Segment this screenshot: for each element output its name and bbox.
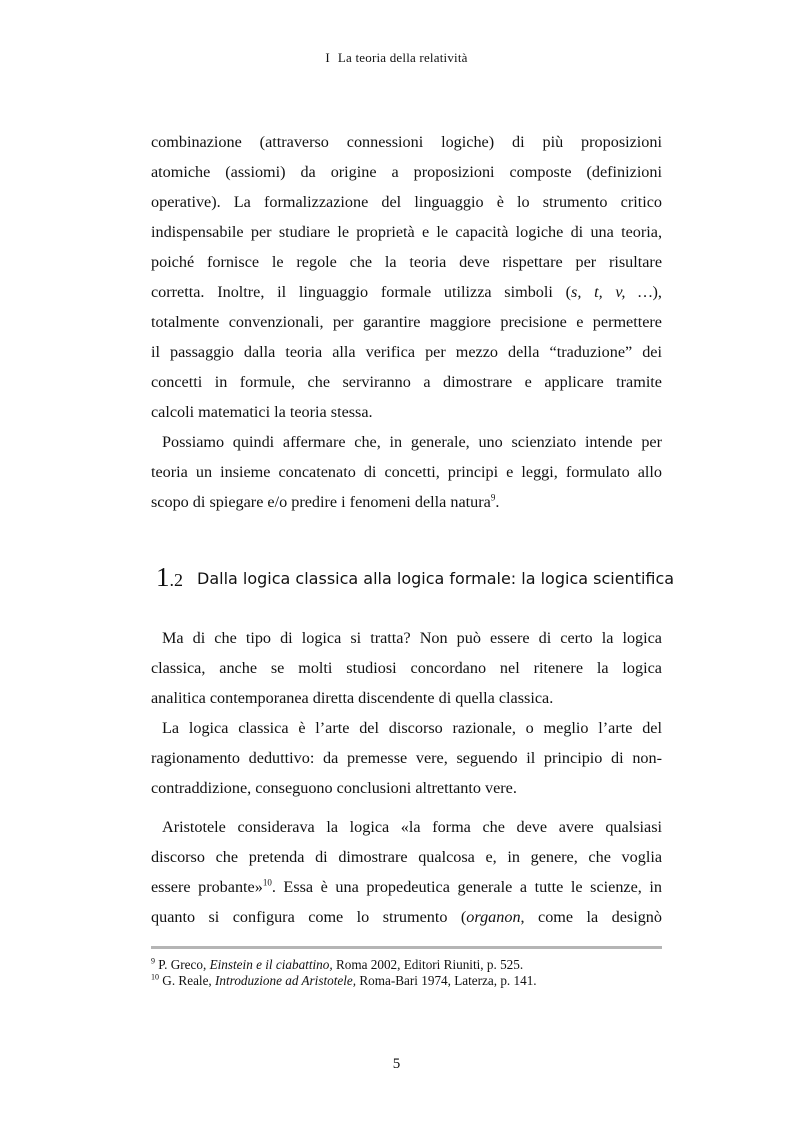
text-line: calcoli matematici la teoria stessa. [151, 403, 373, 421]
footnotes [151, 957, 662, 989]
italic-term: organon [466, 908, 521, 926]
text-line: classica, anche se molti studiosi concordano nel ritenere la logica [151, 659, 662, 677]
text-span: . [495, 493, 500, 511]
text-line: operative). La formalizzazione del linguaggio è lo strumento critico [151, 193, 662, 211]
footnote-title: Einstein e il ciabattino, [209, 957, 333, 972]
text-line [151, 902, 662, 932]
text-span: , come la designò [520, 908, 662, 926]
footnote [151, 957, 662, 973]
footnote-ref: 9 [490, 492, 496, 503]
text-line: Possiamo quindi affermare che, in generale, uno scienziato intende per [162, 433, 662, 451]
body-text-upper [151, 127, 662, 517]
text-line: Aristotele considerava la logica «la forma che deve avere qualsiasi [162, 818, 662, 836]
footnote-number: 9 [151, 956, 155, 966]
text-line: teoria un insieme concatenato di concetti, principi e leggi, formulato allo [151, 463, 662, 481]
section-heading [156, 562, 674, 593]
text-line: indispensabile per studiare le proprietà e le capacità logiche di una teoria, [151, 223, 662, 241]
section-number-major: 1 [156, 562, 170, 592]
paragraph [151, 713, 662, 803]
chapter-title: La teoria della relatività [337, 50, 468, 65]
footnote-title: Introduzione ad Aristotele, [215, 973, 357, 988]
text-line: poiché fornisce le regole che la teoria deve rispettare per risultare [151, 253, 662, 271]
text-span: essere probante» [151, 878, 263, 896]
text-line: atomiche (assiomi) da origine a proposizioni composte (definizioni [151, 163, 662, 181]
text-line: concetti in formule, che serviranno a dimostrare e applicare tramite [151, 373, 662, 391]
footnote-details: Roma-Bari 1974, Laterza, p. 141. [356, 973, 537, 988]
text-span: corretta. Inoltre, il linguaggio formale utilizza simboli ( [151, 283, 572, 301]
text-line [151, 487, 662, 517]
paragraph [151, 427, 662, 517]
text-line: il passaggio dalla teoria alla verifica per mezzo della “traduzione” dei [151, 343, 662, 361]
paragraph-gap [151, 803, 662, 812]
footnote-ref: 10 [262, 877, 272, 888]
paragraph [151, 623, 662, 713]
chapter-number: I [325, 50, 330, 65]
text-span: . Essa è una propedeutica generale a tutte le scienze, in [271, 878, 662, 896]
text-line: combinazione (attraverso connessioni logiche) di più proposizioni [151, 133, 662, 151]
text-line: La logica classica è l’arte del discorso razionale, o meglio l’arte del [162, 719, 662, 737]
text-line: contraddizione, conseguono conclusioni altrettanto vere. [151, 779, 517, 797]
section-number-minor: .2 [169, 570, 183, 590]
footnote [151, 973, 662, 989]
body-text-lower [151, 623, 662, 932]
text-line: discorso che pretenda di dimostrare qualcosa e, in genere, che voglia [151, 848, 662, 866]
footnote-author: P. Greco, [158, 957, 210, 972]
page-number: 5 [392, 1056, 401, 1072]
section-title: Dalla logica classica alla logica formale: la logica scientifica [197, 569, 675, 588]
text-line [151, 872, 662, 902]
running-header [0, 50, 793, 66]
text-line: ragionamento deduttivo: da premesse vere, seguendo il principio di non- [151, 749, 662, 767]
footnote-details: Roma 2002, Editori Riuniti, p. 525. [332, 957, 524, 972]
footnote-author: G. Reale, [162, 973, 216, 988]
text-line: totalmente convenzionali, per garantire maggiore precisione e permettere [151, 313, 662, 331]
symbols-italic: s, t, v, … [571, 283, 653, 301]
text-span: ), [652, 283, 662, 301]
text-line [151, 277, 662, 307]
paragraph [151, 812, 662, 932]
text-line: analitica contemporanea diretta discendente di quella classica. [151, 689, 554, 707]
text-span: scopo di spiegare e/o predire i fenomeni della natura [151, 493, 491, 511]
footnote-number: 10 [151, 972, 159, 982]
footnote-separator [151, 946, 662, 949]
text-line: Ma di che tipo di logica si tratta? Non può essere di certo la logica [162, 629, 662, 647]
text-span: quanto si configura come lo strumento ( [151, 908, 467, 926]
paragraph [151, 127, 662, 427]
